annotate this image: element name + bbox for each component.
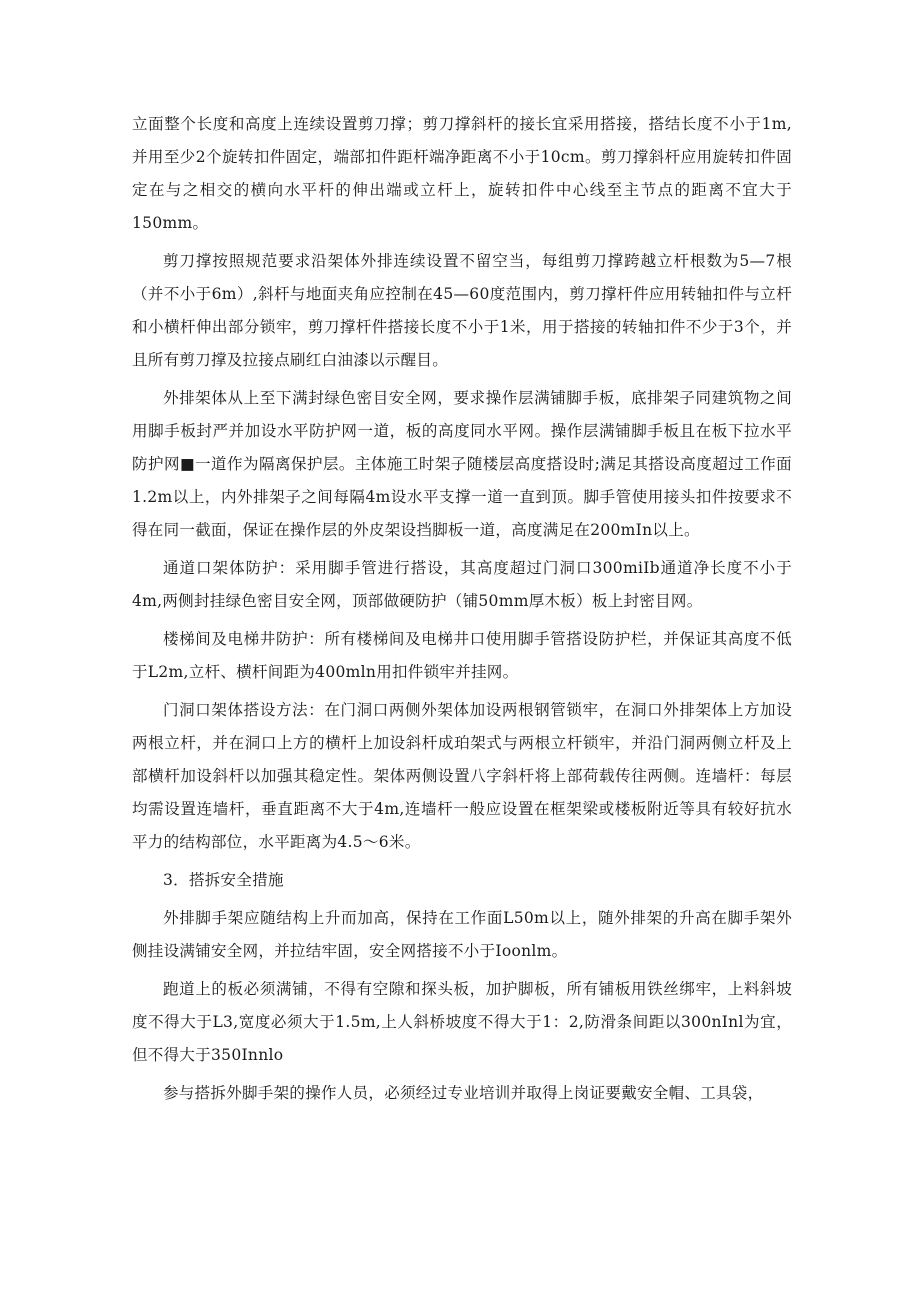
paragraph-operators: 参与搭拆外脚手架的操作人员，必须经过专业培训并取得上岗证要戴安全帽、工具袋， bbox=[163, 1084, 764, 1102]
paragraph-door-opening: 门洞口架体搭设方法：在门洞口两侧外架体加设两根钢管锁牢，在洞口外排架体上方加设两根立杆，并在洞口上方的横杆上加设斜杆成珀架式与两根立杆锁牢，并沿门洞两侧立杆及上部横杆加设斜杆以加强其稳定性。架体两侧设置八字斜杆将上部荷载传往两侧。连墙杆：每层均需设置连墙杆，垂直距离不大于4m,连墙杆一般应设置在框架梁或楼板附近等具有较好抗水平力的结构部位，水平距离为4.5～6米。 bbox=[132, 701, 792, 851]
paragraph-stairwell-protection: 楼梯间及电梯井防护：所有楼梯间及电梯井口使用脚手管搭设防护栏，并保证其高度不低于L2m,立杆、横杆间距为400mln用扣件锁牢并挂网。 bbox=[132, 630, 792, 681]
paragraph-continuation: 立面整个长度和高度上连续设置剪刀撑；剪刀撑斜杆的接长宜采用搭接，搭结长度不小于1m,并用至少2个旋转扣件固定，端部扣件距杆端净距离不小于10cm。剪刀撑斜杆应用旋转扣件固定在与之相交的横向水平杆的伸出端或立杆上，旋转扣件中心线至主节点的距离不宜大于150mm。 bbox=[132, 115, 792, 232]
paragraph-safety-net: 外排架体从上至下满封绿色密目安全网，要求操作层满铺脚手板，底排架子同建筑物之间用脚手板封严并加设水平防护网一道，板的高度同水平网。操作层满铺脚手板且在板下拉水平防护网■一道作为隔离保护层。主体施工时架子随楼层高度搭设时;满足其搭设高度超过工作面1.2m以上，内外排架子之间每隔4m设水平支撑一道一直到顶。脚手管使用接头扣件按要求不得在同一截面，保证在操作层的外皮架设挡脚板一道，高度满足在200mIn以上。 bbox=[132, 389, 792, 539]
paragraph-scissor-brace: 剪刀撑按照规范要求沿架体外排连续设置不留空当，每组剪刀撑跨越立杆根数为5—7根（并不小于6m）,斜杆与地面夹角应控制在45—60度范围内，剪刀撑杆件应用转轴扣件与立杆和小横杆伸出部分锁牢，剪刀撑杆件搭接长度不小于1米，用于搭接的转轴扣件不少于3个，并且所有剪刀撑及拉接点刷红白油漆以示醒目。 bbox=[132, 252, 792, 369]
paragraph-passage-protection: 通道口架体防护：采用脚手管进行搭设，其高度超过门洞口300miIb通道净长度不小于4m,两侧封挂绿色密目安全网，顶部做硬防护（铺50mm厚木板）板上封密目网。 bbox=[132, 559, 792, 610]
section-heading: 3．搭拆安全措施 bbox=[163, 871, 284, 889]
paragraph-runway-boards: 跑道上的板必须满铺，不得有空隙和探头板，加护脚板，所有铺板用铁丝绑牢，上料斜坡度不得大于L3,宽度必须大于1.5m,上人斜桥坡度不得大于1：2,防滑条间距以300nInl为宜，但不得大于350Innlo bbox=[132, 980, 792, 1064]
paragraph-outer-scaffold: 外排脚手架应随结构上升而加高，保持在工作面L50m以上，随外排架的升高在脚手架外侧挂设满铺安全网，并拉结牢固，安全网搭接不小于Ioonlm。 bbox=[132, 909, 792, 960]
document-body bbox=[132, 108, 792, 1115]
